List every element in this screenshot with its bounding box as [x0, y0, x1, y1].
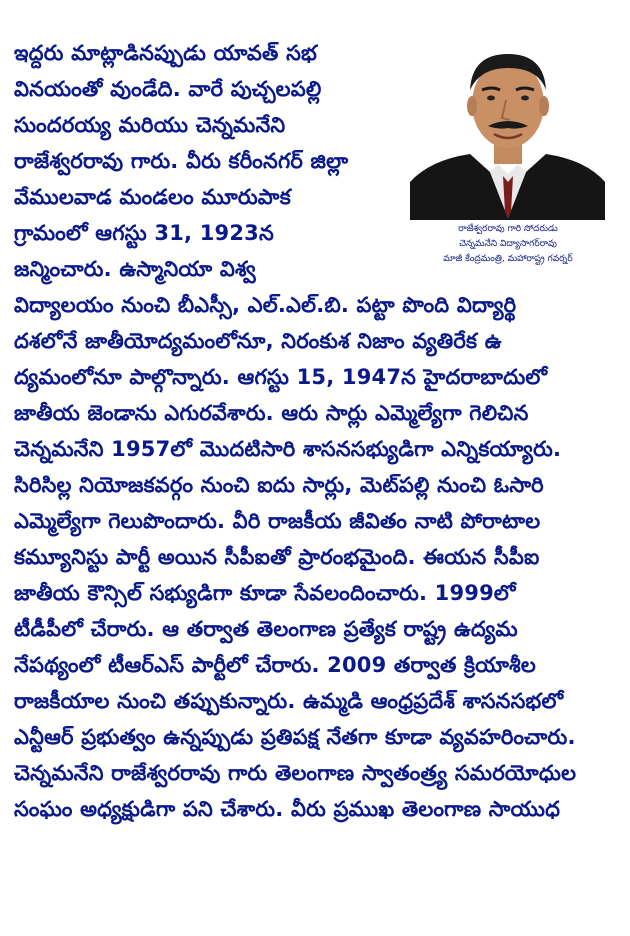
- article-line: కమ్యూనిస్టు పార్టీ అయిన సీపీఐతో ప్రారంభమైంది. ఈయన సీపీఐ: [14, 545, 540, 569]
- caption-line: మాజీ కేంద్రమంత్రి, మహారాష్ట్ర గవర్నర్: [443, 254, 573, 264]
- article-line: సంఘం అధ్యక్షుడిగా పని చేశారు. వీరు ప్రముఖ తెలంగాణ సాయుధ: [14, 797, 561, 821]
- portrait-photo: [410, 42, 605, 220]
- article-line: ఎన్టీఆర్ ప్రభుత్వం ఉన్నప్పుడు ప్రతిపక్ష నేతగా కూడా వ్యవహరించారు.: [14, 725, 576, 749]
- article-line: వేములవాడ మండలం మూరుపాక: [14, 185, 291, 209]
- article-line: ఇద్దరు మాట్లాడినప్పుడు యావత్ సభ: [14, 41, 317, 65]
- article-line: నేపథ్యంలో టీఆర్ఎస్ పార్టీలో చేరారు. 2009 తర్వాత క్రియాశీల: [14, 653, 536, 677]
- article-line: చెన్నమనేని రాజేశ్వరరావు గారు తెలంగాణ స్వాతంత్ర్య సమరయోధుల: [14, 761, 577, 785]
- photo-caption: [408, 222, 608, 267]
- article-line: రాజేశ్వరరావు గారు. వీరు కరీంనగర్ జిల్లా: [14, 149, 349, 173]
- article-line: జాతీయ కౌన్సిల్ సభ్యుడిగా కూడా సేవలందించారు. 1999లో: [14, 581, 516, 605]
- caption-line: చెన్నమనేని విద్యాసాగర్‌రావు: [459, 239, 557, 249]
- article-line: సుందరయ్య మరియు చెన్నమనేని: [14, 113, 286, 137]
- article-line: వినయంతో వుండేది. వారే పుచ్చలపల్లి: [14, 77, 322, 101]
- article-line: దశలోనే జాతీయోద్యమంలోనూ, నిరంకుశ నిజాం వ్యతిరేక ఉ: [14, 329, 502, 353]
- caption-line: రాజేశ్వరరావు గారి సోదరుడు: [458, 224, 558, 234]
- article-line: ఎమ్మెల్యేగా గెలుపొందారు. వీరి రాజకీయ జీవితం నాటి పోరాటాల: [14, 509, 541, 533]
- article-line: గ్రామంలో ఆగస్టు 31, 1923న: [14, 221, 274, 245]
- article-line: విద్యాలయం నుంచి బీఎస్సీ, ఎల్.ఎల్.బి. పట్టా పొంది విద్యార్థి: [14, 293, 517, 317]
- article-line: రాజకీయాల నుంచి తప్పుకున్నారు. ఉమ్మడి ఆంధ్రప్రదేశ్ శాసనసభలో: [14, 689, 564, 713]
- portrait-illustration: [410, 42, 605, 220]
- article-line: ద్యమంలోనూ పాల్గొన్నారు. ఆగస్టు 15, 1947న హైదరాబాదులో: [14, 365, 548, 389]
- article-line: జన్మించారు. ఉస్మానియా విశ్వ: [14, 257, 256, 281]
- article-line: జాతీయ జెండాను ఎగురవేశారు. ఆరు సార్లు ఎమ్మెల్యేగా గెలిచిన: [14, 401, 529, 425]
- article-line: సిరిసిల్ల నియోజకవర్గం నుంచి ఐదు సార్లు, మెట్‌పల్లి నుంచి ఓసారి: [14, 473, 544, 497]
- article-line: చెన్నమనేని 1957లో మొదటిసారి శాసనసభ్యుడిగా ఎన్నికయ్యారు.: [14, 437, 562, 461]
- article-line: టీడీపీలో చేరారు. ఆ తర్వాత తెలంగాణ ప్రత్యేక రాష్ట్ర ఉద్యమ: [14, 617, 518, 641]
